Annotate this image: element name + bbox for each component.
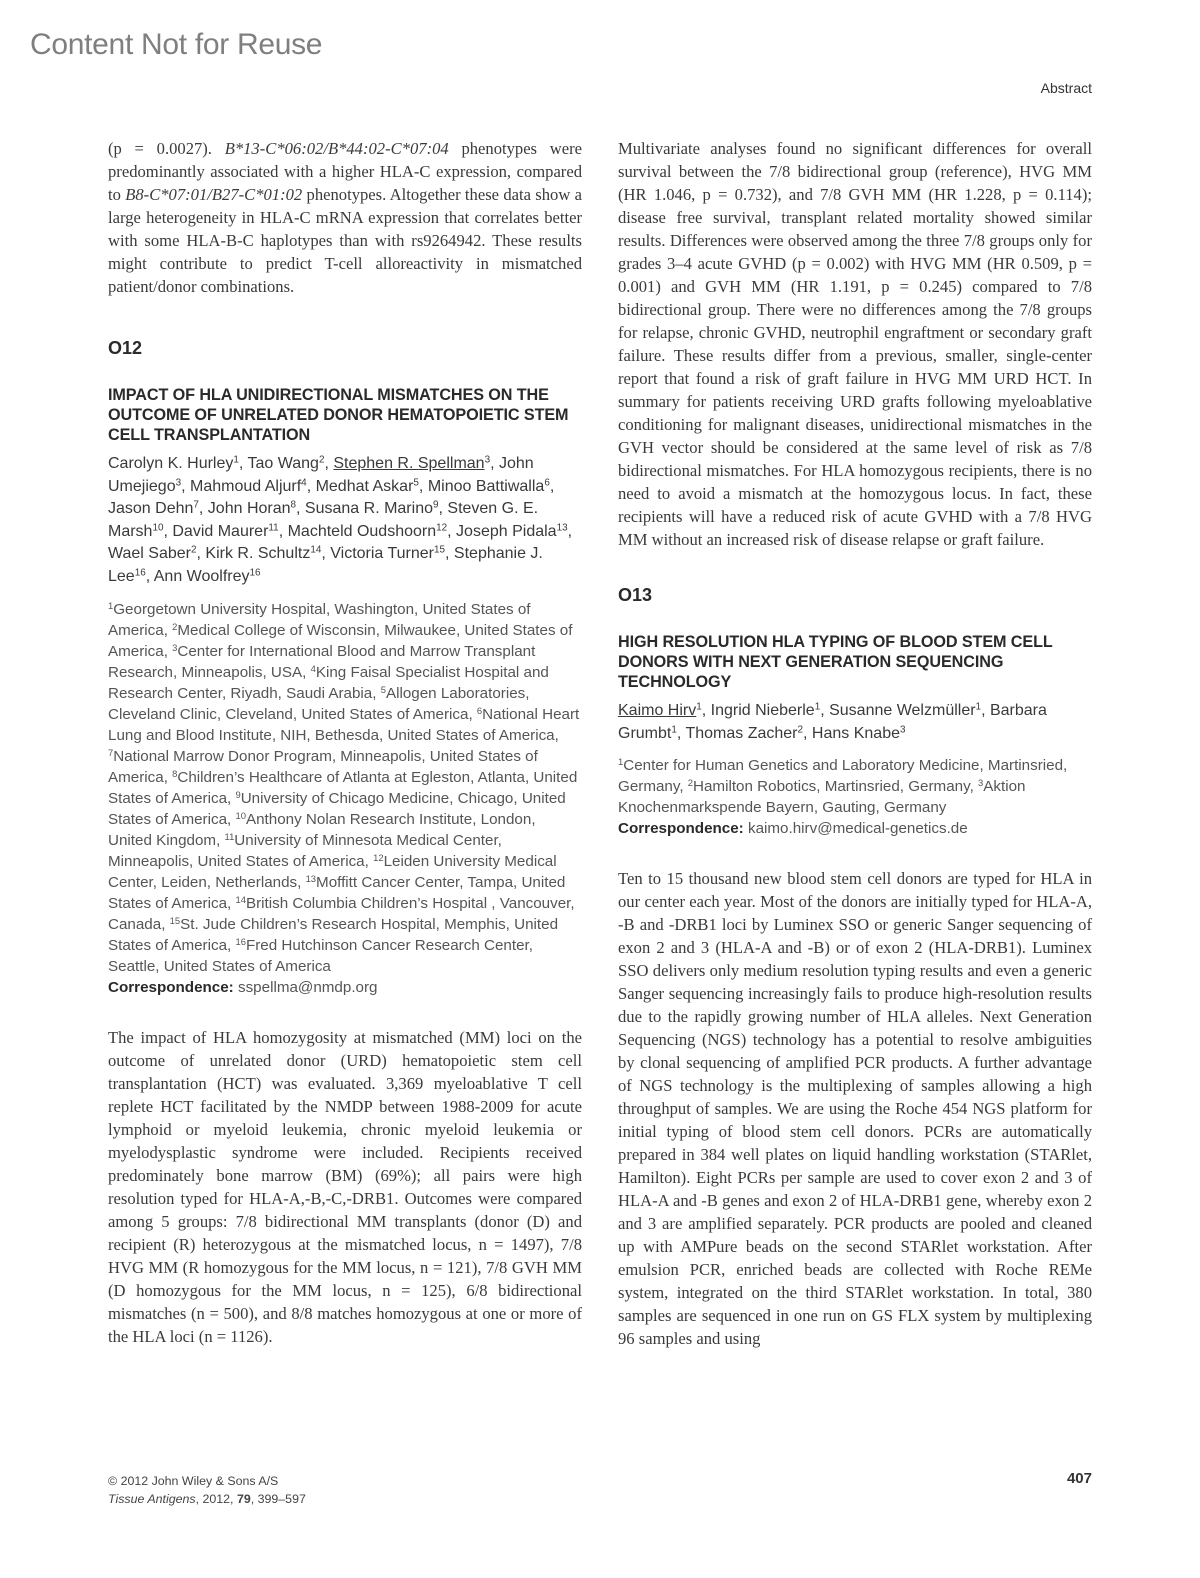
abstract-title-o12: IMPACT OF HLA UNIDIRECTIONAL MISMATCHES ON THE OUTCOME OF UNRELATED DONOR HEMATOPOIETIC STEM CELL TRANSPLANTATION [108,386,569,444]
author: Joseph Pidala$^{13}$ [456,522,568,540]
affiliation: $^{15}$St. Jude Children’s Research Hospital, Memphis, United States of America [108,914,559,954]
footer-citation [108,1472,306,1508]
affiliation: $^3$Center for International Blood and Marrow Transplant Research, Minneapolis, USA [108,641,536,681]
continuation-paragraph [108,137,582,298]
affiliation: $^{14}$British Columbia Children’s Hospital , Vancouver, Canada [108,893,575,933]
author-list-o13: Kaimo Hirv$^1$, Ingrid Nieberle$^1$, Susanne Welzmüller$^1$, Barbara Grumbt$^1$, Thomas Zacher$^2$, Hans Knabe$^3$ [618,701,1047,742]
author: Medhat Askar$^5$ [315,477,419,495]
affiliation: $^8$Children’s Healthcare of Atlanta at Egleston, Atlanta, United States of America [108,767,578,807]
author: Machteld Oudshoorn$^{12}$ [287,522,448,540]
correspondence-email[interactable]: sspellma@nmdp.org [237,978,378,996]
haplotype-italic: B8-C*07:01/B27-C*01:02 [125,185,303,204]
affiliation-list-o12: $^1$Georgetown University Hospital, Washington, United States of America, $^2$Medical College of Wisconsin, Milwaukee, United States of America, $^3$Center for International Blood and Marrow Transplant Research, Minneapolis, USA, $^4$King Faisal Specialist Hospital and Research Center, Riyadh, Saudi Arabia, $^5$Allogen Laboratories, Cleveland Clinic, Cleveland, United States of America, $^6$National Heart Lung and Blood Institute, NIH, Bethesda, United States of America, $^7$National Marrow Donor Program, Minneapolis, United States of America, $^8$Children’s Healthcare of Atlanta at Egleston, Atlanta, United States of America, $^9$University of Chicago Medicine, Chicago, United States of America, $^{10}$Anthony Nolan Research Institute, London, United Kingdom, $^{11}$University of Minnesota Medical Center, Minneapolis, United States of America, $^{12}$Leiden University Medical Center, Leiden, Netherlands, $^{13}$Moffitt Cancer Center, Tampa, United States of America, $^{14}$British Columbia Children’s Hospital , Vancouver, Canada, $^{15}$St. Jude Children’s Research Hospital, Memphis, United States of America, $^{16}$Fred Hutchinson Cancer Research Center, Seattle, United States of America [108,599,580,975]
presenting-author: Stephen R. Spellman$^3$ [333,454,491,472]
abstract-body-o12-part2: Multivariate analyses found no significant differences for overall survival between the 7/8 bidirectional group (reference), HVG MM (HR 1.046, p = 0.732), and 7/8 GVH MM (HR 1.228, p = 0.114); disease free survival, transplant related mortality showed similar results. Differences were observed among the three 7/8 groups only for grades 3–4 acute GVHD (p = 0.002) with HVG MM (HR 0.509, p = 0.001) and GVH MM (HR 1.191, p = 0.245) compared to 7/8 bidirectional group. There were no differences among the 7/8 groups for relapse, chronic GVHD, neutrophil engraftment or secondary graft failure. These results differ from a previous, smaller, single-center report that found a risk of graft failure in HVG MM URD HCT. In summary for patients receiving URD grafts following myeloablative conditioning for malignant diseases, unidirectional mismatches in the GVH vector should be considered at the same level of risk as 7/8 bidirectional mismatches. For HLA homozygous recipients, there is no need to avoid a mismatch at the homozygous locus. In fact, these recipients will have a reduced risk of acute GVHD with a 7/8 HVG MM without an increased risk of disease relapse or graft failure. [618,139,1092,549]
correspondence-o12 [108,977,582,998]
author: Ann Woolfrey$^{16}$ [153,567,261,585]
affiliation-list-o13: $^1$Center for Human Genetics and Laboratory Medicine, Martinsried, Germany, $^2$Hamilton Robotics, Martinsried, Germany, $^3$Aktion Knochenmarkspende Bayern, Gauting, Germany [618,756,1068,817]
affiliation: $^1$Georgetown University Hospital, Washington, United States of America [108,599,531,639]
text-run: (p = 0.0027). [108,139,225,158]
correspondence-label: Correspondence: [108,978,234,996]
author: Barbara Grumbt$^1$ [618,702,1047,742]
affiliation: $^9$University of Chicago Medicine, Chicago, United States of America [108,788,566,828]
abstract-title-o13: HIGH RESOLUTION HLA TYPING OF BLOOD STEM CELL DONORS WITH NEXT GENERATION SEQUENCING TECHNOLOGY [618,633,1053,691]
author: Minoo Battiwalla$^6$ [427,477,550,495]
correspondence-email[interactable]: kaimo.hirv@medical-genetics.de [747,820,968,838]
text-run: phenotypes. Altogether these data show a large heterogeneity in HLA-C mRNA expression that correlates better with some HLA-B-C haplotypes than with rs9264942. These results might contribute to predict T-cell alloreactivity in mismatched patient/donor combinations. [108,185,583,296]
affiliation: $^4$King Faisal Specialist Hospital and Research Center, Riyadh, Saudi Arabia [108,662,549,702]
author: David Maurer$^{11}$ [172,522,279,540]
abstract-body-o12-part1: The impact of HLA homozygosity at mismatched (MM) loci on the outcome of unrelated donor (URD) hematopoietic stem cell transplantation (HCT) was evaluated. 3,369 myeloablative T cell replete HCT facilitated by the NMDP between 1988-2009 for acute lymphoid or myeloid leukemia, chronic myeloid leukemia or myelodysplastic syndrome were included. Recipients received predominately bone marrow (BM) (69%); all pairs were high resolution typed for HLA-A,-B,-C,-DRB1. Outcomes were compared among 5 groups: 7/8 bidirectional MM transplants (donor (D) and recipient (R) heterozygous at the mismatched locus, n = 1497), 7/8 HVG MM (R homozygous for the MM locus, n = 121), 7/8 GVH MM (D homozygous for the MM locus, n = 125), 6/8 bidirectional mismatches (n = 500), and 8/8 matches homozygous at one or more of the HLA loci (n = 1126). [108,1027,582,1346]
affiliation: $^6$National Heart Lung and Blood Institute, NIH, Bethesda, United States of America [108,704,580,744]
author: Carolyn K. Hurley$^1$ [108,454,239,472]
affiliation: $^3$Aktion Knochenmarkspende Bayern, Gauting, Germany [618,777,1026,817]
page-number: 407 [1066,1470,1092,1487]
author: Susana R. Marino$^9$ [304,499,439,518]
affiliation: $^2$Hamilton Robotics, Martinsried, Germany [687,777,970,796]
correspondence-label: Correspondence: [618,820,744,838]
author: Thomas Zacher$^2$ [685,724,804,742]
affiliation: $^{10}$Anthony Nolan Research Institute, London, United Kingdom [108,809,536,849]
presenting-author: Kaimo Hirv$^1$ [618,701,702,719]
author-list-o12: Carolyn K. Hurley$^1$, Tao Wang$^2$, Stephen R. Spellman$^3$, John Umejiego$^3$, Mahmoud Aljurf$^4$, Medhat Askar$^5$, Minoo Battiwalla$^6$, Jason Dehn$^7$, John Horan$^8$, Susana R. Marino$^9$, Steven G. E. Marsh$^{10}$, David Maurer$^{11}$, Machteld Oudshoorn$^{12}$, Joseph Pidala$^{13}$, Wael Saber$^2$, Kirk R. Schultz$^{14}$, Victoria Turner$^{15}$, Stephanie J. Lee$^{16}$, Ann Woolfrey$^{16}$ [108,454,573,585]
author: Tao Wang$^2$ [247,454,325,472]
right-column [618,137,1092,1350]
affiliation: $^7$National Marrow Donor Program, Minneapolis, United States of America [108,746,538,786]
author: Victoria Turner$^{15}$ [330,544,446,563]
watermark: Content Not for Reuse [30,28,323,61]
affiliation: $^{11}$University of Minnesota Medical Center, Minneapolis, United States of America [108,830,502,870]
author: John Umejiego$^3$ [108,455,534,495]
author: Ingrid Nieberle$^1$ [710,701,821,719]
affiliation: $^2$Medical College of Wisconsin, Milwaukee, United States of America [108,620,573,660]
author: Steven G. E. Marsh$^{10}$ [108,500,539,540]
author: Jason Dehn$^7$ [108,499,199,518]
abstract-body-o13: Ten to 15 thousand new blood stem cell donors are typed for HLA in our center each year. Most of the donors are initially typed for HLA-A, -B and -DRB1 loci by Luminex SSO or generic Sanger sequencing of exon 2 and 3 (HLA-A and -B) or of exon 2 (HLA-DRB1). Luminex SSO delivers only medium resolution typing results and even a generic Sanger sequencing increasingly fails to produce high-resolution results due to the rapidly growing number of HLA alleles. Next Generation Sequencing (NGS) technology has a potential to resolve ambiguities by clonal sequencing of amplified PCR products. A further advantage of NGS technology is the multiplexing of samples allowing a high throughput of samples. We are using the Roche 454 NGS platform for initial typing of blood stem cell donors. PCRs are automatically prepared in 384 well plates on liquid handling workstation (STARlet, Hamilton). Eight PCRs per sample are used to cover exon 2 and 3 of HLA-A and -B genes and exon 2 of HLA-DRB1 gene, whereby exon 2 and 3 are amplified separately. PCR products are pooled and cleaned up with AMPure beads on the second STARlet workstation. After emulsion PCR, enriched beads are collected with Roche REMe system, integrated on the third STARlet workstation. In total, 380 samples are sequenced in one run on GS FLX system by multiplexing 96 samples and using [618,869,1092,1349]
text-run: phenotypes were predominantly associated with a higher HLA-C expression, compared to [108,139,582,204]
copyright: © 2012 John Wiley & Sons A/S [108,1474,279,1488]
volume: 79 [236,1492,251,1506]
affiliation: $^{12}$Leiden University Medical Center, Leiden, Netherlands [108,851,557,891]
author: Wael Saber$^2$ [108,544,197,563]
affiliation: $^{13}$Moffitt Cancer Center, Tampa, United States of America [108,872,566,912]
author: Kirk R. Schultz$^{14}$ [205,544,322,563]
running-head: Abstract [1040,80,1092,96]
author: John Horan$^8$ [207,499,297,518]
affiliation: $^{16}$Fred Hutchinson Cancer Research Center, Seattle, United States of America [108,935,533,975]
affiliation: $^5$Allogen Laboratories, Cleveland Clinic, Cleveland, United States of America [108,683,530,723]
journal-name: Tissue Antigens [108,1492,196,1506]
left-column [108,137,582,1348]
author: Susanne Welzmüller$^1$ [829,701,982,719]
abstract-id-o12: O12 [108,338,143,358]
abstract-id-o13: O13 [618,585,653,605]
correspondence-o13 [618,818,1092,839]
haplotype-italic: B*13-C*06:02/B*44:02-C*07:04 [224,139,449,158]
author: Mahmoud Aljurf$^4$ [190,477,307,495]
journal-citation: Tissue Antigens, 2012, 79, 399–597 [108,1492,306,1506]
affiliation: $^1$Center for Human Genetics and Laboratory Medicine, Martinsried, Germany [618,756,1068,796]
author: Hans Knabe$^3$ [811,724,906,742]
author: Stephanie J. Lee$^{16}$ [108,545,543,585]
